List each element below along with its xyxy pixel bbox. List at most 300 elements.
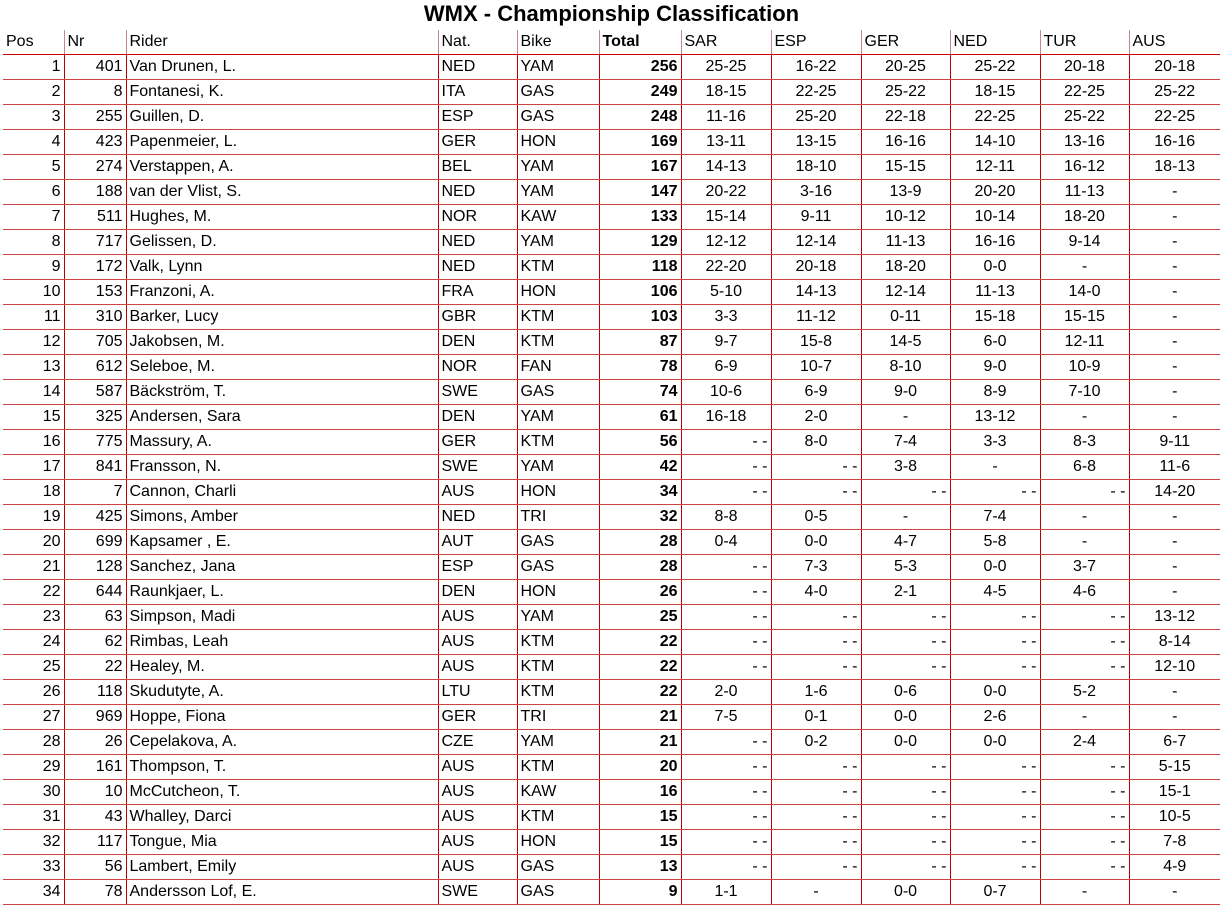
col-header-nr: Nr [64, 30, 126, 55]
table-row [3, 255, 1220, 280]
cell-race-result: - [1129, 405, 1220, 430]
cell-race-result: - - [771, 855, 861, 880]
table-row [3, 705, 1220, 730]
cell-pos: 1 [3, 55, 64, 80]
cell-race-result: - [1129, 380, 1220, 405]
cell-bike: GAS [517, 105, 599, 130]
cell-rider: Simons, Amber [126, 505, 438, 530]
cell-total: 249 [599, 80, 681, 105]
cell-nr: 310 [64, 305, 126, 330]
cell-nat: GER [438, 705, 517, 730]
cell-race-result: - [1129, 180, 1220, 205]
table-row [3, 580, 1220, 605]
cell-race-result: 25-22 [1129, 80, 1220, 105]
cell-total: 169 [599, 130, 681, 155]
cell-pos: 22 [3, 580, 64, 605]
table-row [3, 355, 1220, 380]
cell-nr: 423 [64, 130, 126, 155]
cell-race-result: 0-0 [771, 530, 861, 555]
cell-race-result: 13-12 [1129, 605, 1220, 630]
cell-nr: 118 [64, 680, 126, 705]
cell-nat: SWE [438, 455, 517, 480]
cell-bike: YAM [517, 605, 599, 630]
cell-total: 61 [599, 405, 681, 430]
cell-race-result: 4-7 [861, 530, 950, 555]
cell-race-result: 9-7 [681, 330, 771, 355]
cell-race-result: 8-10 [861, 355, 950, 380]
cell-race-result: 14-20 [1129, 480, 1220, 505]
cell-race-result: - [771, 880, 861, 905]
cell-nr: 644 [64, 580, 126, 605]
cell-total: 248 [599, 105, 681, 130]
cell-race-result: 13-9 [861, 180, 950, 205]
cell-race-result: 2-6 [950, 705, 1040, 730]
cell-race-result: 1-6 [771, 680, 861, 705]
cell-pos: 28 [3, 730, 64, 755]
cell-pos: 17 [3, 455, 64, 480]
cell-race-result: 16-22 [771, 55, 861, 80]
cell-race-result: - - [1040, 805, 1129, 830]
cell-total: 15 [599, 830, 681, 855]
cell-bike: YAM [517, 180, 599, 205]
cell-nr: 78 [64, 880, 126, 905]
classification-table [3, 30, 1220, 905]
cell-nr: 841 [64, 455, 126, 480]
cell-race-result: - - [950, 805, 1040, 830]
cell-nr: 699 [64, 530, 126, 555]
cell-race-result: 14-13 [771, 280, 861, 305]
cell-race-result: - - [681, 780, 771, 805]
cell-rider: Franzoni, A. [126, 280, 438, 305]
cell-race-result: - [950, 455, 1040, 480]
cell-race-result: - - [950, 655, 1040, 680]
table-row [3, 855, 1220, 880]
table-row [3, 230, 1220, 255]
col-header-rider: Rider [126, 30, 438, 55]
cell-nr: 705 [64, 330, 126, 355]
cell-nat: AUS [438, 830, 517, 855]
cell-total: 13 [599, 855, 681, 880]
cell-race-result: 5-10 [681, 280, 771, 305]
cell-race-result: - [1040, 705, 1129, 730]
cell-nat: AUS [438, 780, 517, 805]
cell-nr: 22 [64, 655, 126, 680]
table-row [3, 730, 1220, 755]
cell-race-result: 7-4 [950, 505, 1040, 530]
cell-race-result: 0-0 [861, 705, 950, 730]
cell-nr: 10 [64, 780, 126, 805]
table-row [3, 405, 1220, 430]
cell-race-result: 8-14 [1129, 630, 1220, 655]
cell-pos: 29 [3, 755, 64, 780]
cell-race-result: 9-0 [950, 355, 1040, 380]
cell-nat: NED [438, 230, 517, 255]
cell-race-result: - - [861, 605, 950, 630]
cell-race-result: 20-18 [1129, 55, 1220, 80]
cell-race-result: - - [681, 480, 771, 505]
cell-rider: Verstappen, A. [126, 155, 438, 180]
cell-total: 87 [599, 330, 681, 355]
cell-bike: HON [517, 280, 599, 305]
cell-nr: 188 [64, 180, 126, 205]
cell-pos: 12 [3, 330, 64, 355]
cell-nr: 717 [64, 230, 126, 255]
cell-race-result: 15-15 [1040, 305, 1129, 330]
cell-race-result: 13-11 [681, 130, 771, 155]
table-row [3, 655, 1220, 680]
cell-pos: 11 [3, 305, 64, 330]
cell-race-result: 6-9 [771, 380, 861, 405]
cell-race-result: 16-12 [1040, 155, 1129, 180]
cell-race-result: 2-4 [1040, 730, 1129, 755]
cell-pos: 18 [3, 480, 64, 505]
cell-race-result: 20-25 [861, 55, 950, 80]
cell-race-result: 3-8 [861, 455, 950, 480]
cell-nat: AUS [438, 605, 517, 630]
cell-race-result: 18-20 [861, 255, 950, 280]
cell-race-result: 14-5 [861, 330, 950, 355]
cell-race-result: 3-3 [950, 430, 1040, 455]
header-row [3, 30, 1220, 55]
cell-nat: ITA [438, 80, 517, 105]
cell-race-result: - [1129, 305, 1220, 330]
cell-race-result: - [1040, 255, 1129, 280]
cell-race-result: - [1129, 705, 1220, 730]
cell-bike: YAM [517, 230, 599, 255]
cell-race-result: - - [771, 830, 861, 855]
cell-nat: DEN [438, 580, 517, 605]
cell-bike: KTM [517, 655, 599, 680]
cell-race-result: 22-25 [771, 80, 861, 105]
cell-race-result: 0-2 [771, 730, 861, 755]
table-row [3, 505, 1220, 530]
cell-race-result: 0-11 [861, 305, 950, 330]
cell-race-result: 15-1 [1129, 780, 1220, 805]
cell-rider: Barker, Lucy [126, 305, 438, 330]
cell-race-result: 2-1 [861, 580, 950, 605]
cell-rider: Andersen, Sara [126, 405, 438, 430]
cell-race-result: 0-6 [861, 680, 950, 705]
col-header-race-ger: GER [861, 30, 950, 55]
cell-pos: 16 [3, 430, 64, 455]
table-row [3, 830, 1220, 855]
table-row [3, 55, 1220, 80]
cell-race-result: - - [861, 855, 950, 880]
table-row [3, 330, 1220, 355]
cell-race-result: 0-0 [950, 255, 1040, 280]
cell-race-result: - - [950, 855, 1040, 880]
table-row [3, 680, 1220, 705]
cell-nr: 63 [64, 605, 126, 630]
cell-total: 21 [599, 705, 681, 730]
cell-race-result: - - [1040, 480, 1129, 505]
cell-total: 20 [599, 755, 681, 780]
cell-rider: Healey, M. [126, 655, 438, 680]
cell-race-result: 10-6 [681, 380, 771, 405]
cell-race-result: 15-8 [771, 330, 861, 355]
cell-total: 16 [599, 780, 681, 805]
cell-total: 106 [599, 280, 681, 305]
cell-rider: Fontanesi, K. [126, 80, 438, 105]
table-row [3, 455, 1220, 480]
cell-rider: Massury, A. [126, 430, 438, 455]
cell-nr: 325 [64, 405, 126, 430]
cell-total: 32 [599, 505, 681, 530]
cell-total: 22 [599, 680, 681, 705]
cell-rider: Van Drunen, L. [126, 55, 438, 80]
cell-race-result: - - [681, 730, 771, 755]
cell-bike: KTM [517, 805, 599, 830]
cell-race-result: - - [950, 830, 1040, 855]
cell-race-result: - - [1040, 630, 1129, 655]
cell-race-result: 25-20 [771, 105, 861, 130]
cell-nr: 775 [64, 430, 126, 455]
table-row [3, 780, 1220, 805]
cell-nat: LTU [438, 680, 517, 705]
cell-race-result: - [861, 505, 950, 530]
cell-race-result: - - [1040, 855, 1129, 880]
cell-bike: KTM [517, 330, 599, 355]
cell-race-result: - - [950, 630, 1040, 655]
cell-race-result: - - [861, 630, 950, 655]
cell-nr: 172 [64, 255, 126, 280]
cell-total: 22 [599, 630, 681, 655]
cell-race-result: 18-20 [1040, 205, 1129, 230]
cell-race-result: 10-14 [950, 205, 1040, 230]
table-row [3, 630, 1220, 655]
col-header-nat: Nat. [438, 30, 517, 55]
cell-nr: 43 [64, 805, 126, 830]
cell-pos: 33 [3, 855, 64, 880]
cell-race-result: - - [950, 605, 1040, 630]
cell-race-result: 0-0 [950, 730, 1040, 755]
cell-bike: YAM [517, 730, 599, 755]
cell-race-result: - - [681, 655, 771, 680]
cell-total: 78 [599, 355, 681, 380]
cell-race-result: - [1129, 880, 1220, 905]
cell-rider: Cannon, Charli [126, 480, 438, 505]
table-row [3, 530, 1220, 555]
cell-race-result: - - [950, 480, 1040, 505]
cell-pos: 30 [3, 780, 64, 805]
cell-race-result: 5-15 [1129, 755, 1220, 780]
cell-nr: 612 [64, 355, 126, 380]
cell-rider: Fransson, N. [126, 455, 438, 480]
cell-nr: 161 [64, 755, 126, 780]
cell-total: 15 [599, 805, 681, 830]
cell-total: 28 [599, 555, 681, 580]
cell-race-result: 13-12 [950, 405, 1040, 430]
cell-race-result: 20-18 [1040, 55, 1129, 80]
cell-race-result: 14-0 [1040, 280, 1129, 305]
cell-pos: 9 [3, 255, 64, 280]
cell-nr: 255 [64, 105, 126, 130]
cell-race-result: 5-2 [1040, 680, 1129, 705]
cell-pos: 24 [3, 630, 64, 655]
cell-race-result: 4-5 [950, 580, 1040, 605]
cell-race-result: 13-16 [1040, 130, 1129, 155]
cell-race-result: - - [681, 580, 771, 605]
cell-race-result: - [861, 405, 950, 430]
table-row [3, 205, 1220, 230]
col-header-bike: Bike [517, 30, 599, 55]
cell-rider: Jakobsen, M. [126, 330, 438, 355]
cell-race-result: - - [1040, 830, 1129, 855]
cell-nr: 56 [64, 855, 126, 880]
table-row [3, 480, 1220, 505]
cell-race-result: - - [681, 430, 771, 455]
col-header-race-sar: SAR [681, 30, 771, 55]
cell-race-result: 7-5 [681, 705, 771, 730]
cell-race-result: 3-7 [1040, 555, 1129, 580]
cell-race-result: - - [950, 780, 1040, 805]
cell-race-result: - - [681, 630, 771, 655]
cell-nat: ESP [438, 105, 517, 130]
cell-race-result: - - [771, 605, 861, 630]
cell-nr: 8 [64, 80, 126, 105]
cell-race-result: 22-20 [681, 255, 771, 280]
table-row [3, 380, 1220, 405]
cell-race-result: - - [861, 780, 950, 805]
cell-race-result: - [1040, 505, 1129, 530]
cell-nat: NED [438, 55, 517, 80]
cell-race-result: 14-13 [681, 155, 771, 180]
cell-pos: 7 [3, 205, 64, 230]
cell-race-result: 18-15 [950, 80, 1040, 105]
cell-race-result: - [1129, 255, 1220, 280]
cell-race-result: 4-0 [771, 580, 861, 605]
cell-total: 147 [599, 180, 681, 205]
cell-race-result: 25-25 [681, 55, 771, 80]
cell-race-result: 2-0 [771, 405, 861, 430]
cell-race-result: 6-8 [1040, 455, 1129, 480]
cell-race-result: 11-13 [861, 230, 950, 255]
cell-total: 25 [599, 605, 681, 630]
cell-race-result: 10-5 [1129, 805, 1220, 830]
cell-race-result: - [1129, 680, 1220, 705]
cell-nr: 425 [64, 505, 126, 530]
cell-rider: Simpson, Madi [126, 605, 438, 630]
cell-pos: 27 [3, 705, 64, 730]
cell-rider: Sanchez, Jana [126, 555, 438, 580]
cell-race-result: - - [681, 830, 771, 855]
cell-race-result: 18-10 [771, 155, 861, 180]
cell-nr: 117 [64, 830, 126, 855]
cell-rider: Lambert, Emily [126, 855, 438, 880]
cell-pos: 21 [3, 555, 64, 580]
cell-race-result: 11-13 [950, 280, 1040, 305]
cell-nat: SWE [438, 380, 517, 405]
cell-race-result: 8-9 [950, 380, 1040, 405]
cell-race-result: 11-6 [1129, 455, 1220, 480]
cell-nat: AUT [438, 530, 517, 555]
cell-bike: TRI [517, 505, 599, 530]
cell-race-result: 14-10 [950, 130, 1040, 155]
cell-bike: YAM [517, 155, 599, 180]
cell-total: 74 [599, 380, 681, 405]
cell-pos: 3 [3, 105, 64, 130]
cell-race-result: 5-3 [861, 555, 950, 580]
cell-rider: Raunkjaer, L. [126, 580, 438, 605]
cell-race-result: 7-8 [1129, 830, 1220, 855]
cell-rider: Gelissen, D. [126, 230, 438, 255]
cell-race-result: 20-22 [681, 180, 771, 205]
table-row [3, 755, 1220, 780]
cell-race-result: 0-0 [950, 555, 1040, 580]
cell-race-result: 9-0 [861, 380, 950, 405]
cell-race-result: 0-0 [861, 880, 950, 905]
cell-race-result: - - [861, 655, 950, 680]
cell-total: 129 [599, 230, 681, 255]
cell-race-result: - [1129, 280, 1220, 305]
cell-total: 34 [599, 480, 681, 505]
col-header-race-tur: TUR [1040, 30, 1129, 55]
table-row [3, 605, 1220, 630]
cell-nr: 587 [64, 380, 126, 405]
cell-race-result: 7-10 [1040, 380, 1129, 405]
cell-total: 256 [599, 55, 681, 80]
cell-race-result: 15-18 [950, 305, 1040, 330]
table-row [3, 430, 1220, 455]
cell-race-result: - [1040, 530, 1129, 555]
cell-total: 22 [599, 655, 681, 680]
cell-nat: GBR [438, 305, 517, 330]
cell-rider: Guillen, D. [126, 105, 438, 130]
cell-race-result: - - [771, 630, 861, 655]
cell-pos: 10 [3, 280, 64, 305]
cell-rider: Kapsamer , E. [126, 530, 438, 555]
cell-pos: 19 [3, 505, 64, 530]
cell-race-result: 12-14 [771, 230, 861, 255]
cell-race-result: 7-3 [771, 555, 861, 580]
cell-race-result: - - [1040, 755, 1129, 780]
cell-race-result: 3-16 [771, 180, 861, 205]
cell-total: 133 [599, 205, 681, 230]
col-header-race-aus: AUS [1129, 30, 1220, 55]
col-header-pos: Pos [3, 30, 64, 55]
cell-total: 118 [599, 255, 681, 280]
cell-pos: 15 [3, 405, 64, 430]
cell-nat: AUS [438, 855, 517, 880]
cell-bike: HON [517, 480, 599, 505]
table-row [3, 880, 1220, 905]
cell-race-result: - - [861, 805, 950, 830]
cell-pos: 34 [3, 880, 64, 905]
cell-race-result: 1-1 [681, 880, 771, 905]
cell-nr: 128 [64, 555, 126, 580]
cell-nr: 153 [64, 280, 126, 305]
table-row [3, 80, 1220, 105]
cell-bike: KTM [517, 630, 599, 655]
cell-bike: KAW [517, 780, 599, 805]
cell-race-result: 15-14 [681, 205, 771, 230]
cell-rider: Papenmeier, L. [126, 130, 438, 155]
table-row [3, 555, 1220, 580]
table-row [3, 280, 1220, 305]
cell-race-result: - - [681, 555, 771, 580]
cell-race-result: 13-15 [771, 130, 861, 155]
cell-race-result: 6-0 [950, 330, 1040, 355]
cell-bike: GAS [517, 80, 599, 105]
cell-nr: 274 [64, 155, 126, 180]
cell-race-result: 7-4 [861, 430, 950, 455]
cell-race-result: 6-7 [1129, 730, 1220, 755]
cell-race-result: 22-25 [950, 105, 1040, 130]
cell-total: 26 [599, 580, 681, 605]
cell-nat: AUS [438, 630, 517, 655]
cell-nr: 969 [64, 705, 126, 730]
cell-pos: 5 [3, 155, 64, 180]
